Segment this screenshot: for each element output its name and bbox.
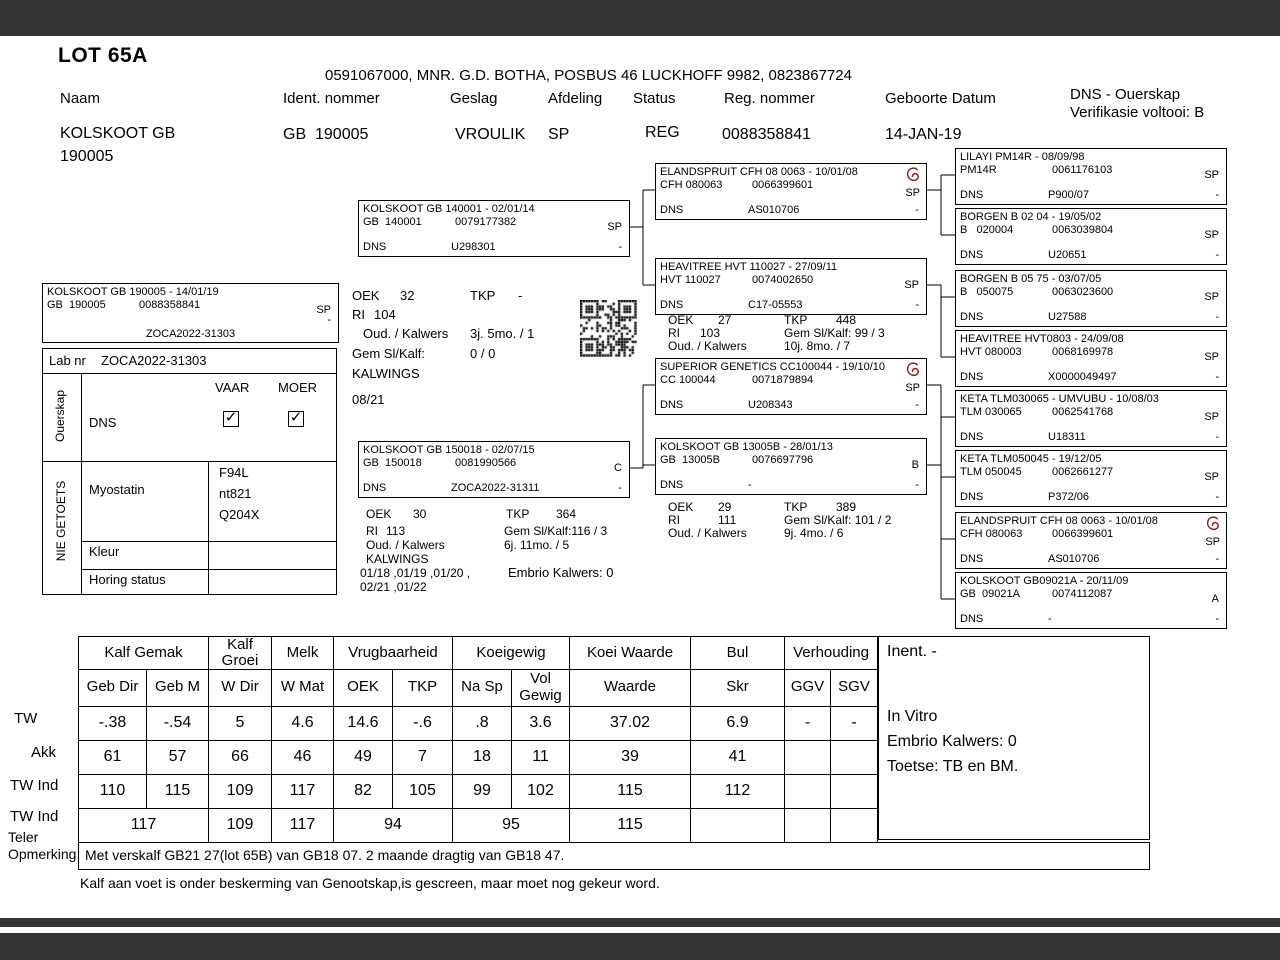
dam-oek-label: OEK — [366, 507, 392, 521]
pedigree-box-sire — [358, 200, 630, 257]
akk-row — [79, 740, 878, 774]
animal-id: GB 140001 — [363, 216, 422, 228]
animal-number: 0068169978 — [1052, 346, 1114, 358]
dns-label: DNS — [363, 241, 387, 253]
pedigree-box-ggp-1 — [955, 148, 1227, 205]
animal-number: 0074112087 — [1052, 588, 1113, 600]
dns-label: DNS — [960, 613, 984, 625]
score-cell: 66 — [209, 740, 272, 774]
animal-id: CC 100044 — [660, 374, 716, 386]
afdeling-value: SP — [548, 126, 570, 143]
dns-value: - — [748, 479, 752, 491]
dam-kalwings-dates-1: 01/18 ,01/19 ,01/20 , — [360, 566, 471, 580]
gp3-oek-label: OEK — [668, 500, 694, 514]
dns-verifikasie-label: Verifikasie voltooi: B — [1070, 104, 1205, 121]
dam-kalwings-dates-2: 02/21 ,01/22 — [360, 580, 427, 594]
score-cell: 117 — [79, 808, 209, 842]
animal-id: TLM 050045 — [960, 466, 1022, 478]
ident-label: Ident. nommer — [283, 90, 380, 107]
owner-contact-line: 0591067000, MNR. G.D. BOTHA, POSBUS 46 LUCKHOFF 9982, 0823867724 — [325, 67, 852, 84]
sire-ri-label: RI — [352, 307, 365, 322]
gp3-oek-value: 29 — [718, 500, 732, 514]
score-cell: - — [785, 706, 831, 740]
score-cell: 49 — [334, 740, 393, 774]
score-cell: -.38 — [79, 706, 147, 740]
dns-label: DNS — [960, 553, 984, 565]
section-code: SP — [1204, 169, 1219, 181]
dns-value: U20651 — [1048, 249, 1087, 261]
qr-code — [580, 300, 637, 357]
vaar-checkbox-checked: ✓ — [224, 409, 238, 426]
score-cell: 14.6 — [334, 706, 393, 740]
pedigree-box-dam — [358, 441, 630, 498]
section-code: C — [614, 462, 622, 474]
group-verhouding: Verhouding — [785, 637, 878, 670]
score-cell: 6.9 — [691, 706, 785, 740]
gp1-oud-value: 10j. 8mo. / 7 — [784, 339, 851, 353]
dns-value: C17-05553 — [748, 299, 803, 311]
animal-number: 0063023600 — [1052, 286, 1114, 298]
animal-number: 0076697796 — [752, 454, 814, 466]
animal-number: 0071879894 — [752, 374, 814, 386]
score-cell: 112 — [691, 774, 785, 808]
score-cell: 46 — [272, 740, 334, 774]
status-value: REG — [645, 124, 680, 141]
group-kalf-groei: Kalf Groei — [209, 637, 272, 670]
row-label-tw-ind: TW Ind — [10, 777, 59, 794]
gp3-ri-label: RI — [668, 513, 680, 527]
score-cell: 82 — [334, 774, 393, 808]
animal-id: HVT 080003 — [960, 346, 1022, 358]
animal-id: CFH 080063 — [660, 179, 723, 191]
section-code: SP — [1205, 536, 1220, 548]
animal-number: 0074002650 — [752, 274, 814, 286]
col-skr: Skr — [691, 669, 785, 706]
lab-divider — [43, 461, 336, 462]
breeders-crest-icon — [1204, 514, 1223, 533]
gp1-oud-label: Oud. / Kalwers — [668, 339, 747, 353]
gp1-gem-value: Gem Sl/Kalf: 99 / 3 — [784, 326, 885, 340]
animal-id: GB 190005 — [47, 299, 106, 311]
dash: - — [1215, 553, 1219, 565]
pedigree-box-gp-dam-dam — [655, 438, 927, 495]
score-cell: 4.6 — [272, 706, 334, 740]
score-cell: 109 — [209, 774, 272, 808]
sire-oek-value: 32 — [400, 288, 415, 303]
sire-oud-label: Oud. / Kalwers — [363, 326, 449, 341]
dash: - — [915, 399, 919, 411]
gp1-tkp-value: 448 — [836, 313, 857, 327]
dash: - — [1215, 249, 1219, 261]
tw-ind-combined-row — [79, 808, 878, 842]
gp1-oek-value: 27 — [718, 313, 732, 327]
animal-name: KETA TLM030065 - UMVUBU - 10/08/03 — [960, 393, 1159, 405]
score-cell — [831, 808, 878, 842]
dns-label: DNS — [960, 431, 984, 443]
dash: - — [1215, 491, 1219, 503]
remark-text: Met verskalf GB21 27(lot 65B) van GB18 07. 2 maande dragtig van GB18 47. — [85, 847, 565, 863]
status-label: Status — [633, 90, 676, 107]
pedigree-box-ggp-6 — [955, 450, 1227, 507]
animal-name: BORGEN B 05 75 - 03/07/05 — [960, 273, 1102, 285]
dns-label: DNS — [960, 189, 984, 201]
pedigree-box-gp-dam-sire — [655, 358, 927, 415]
lab-divider — [43, 373, 336, 374]
sire-kalwings-dates: 08/21 — [352, 392, 385, 407]
ouerskap-vertical-label: Ouerskap — [53, 389, 68, 443]
score-cell: 115 — [570, 808, 691, 842]
animal-name: SUPERIOR GENETICS CC100044 - 19/10/10 — [660, 361, 885, 373]
gp3-ri-value: 111 — [718, 513, 737, 527]
section-code: SP — [905, 187, 920, 199]
col-w-dir: W Dir — [209, 669, 272, 706]
score-cell: 99 — [453, 774, 512, 808]
gp3-oud-value: 9j. 4mo. / 6 — [784, 526, 844, 540]
dash: - — [915, 479, 919, 491]
dns-value: AS010706 — [748, 204, 800, 216]
score-cell — [785, 740, 831, 774]
dns-value: - — [1048, 613, 1052, 625]
divider-bar — [0, 918, 1280, 927]
animal-name: BORGEN B 02 04 - 19/05/02 — [960, 211, 1102, 223]
opmerking-label: Opmerking: — [8, 846, 81, 862]
dns-label: DNS — [660, 204, 684, 216]
moer-column-label: MOER — [278, 380, 317, 395]
score-cell: 105 — [393, 774, 453, 808]
dam-embrio-kalwers: Embrio Kalwers: 0 — [508, 565, 614, 580]
dns-value: AS010706 — [1048, 553, 1100, 565]
group-vrugbaarheid: Vrugbaarheid — [334, 637, 453, 670]
section-code: SP — [1204, 291, 1219, 303]
animal-number: 0062661277 — [1052, 466, 1114, 478]
sire-oek-label: OEK — [352, 288, 380, 303]
score-cell: 117 — [272, 774, 334, 808]
lab-panel — [42, 348, 337, 595]
group-kalf-gemak: Kalf Gemak — [79, 637, 209, 670]
geboorte-label: Geboorte Datum — [885, 90, 996, 107]
dam-tkp-value: 364 — [556, 507, 577, 521]
naam-label: Naam — [60, 90, 101, 107]
pedigree-box-ggp-2 — [955, 208, 1227, 265]
dns-value: P372/06 — [1048, 491, 1089, 503]
dash: - — [327, 314, 331, 326]
inent-value: Inent. - — [887, 643, 937, 660]
gp1-ri-label: RI — [668, 326, 680, 340]
bottom-bar — [0, 933, 1280, 960]
score-cell: 7 — [393, 740, 453, 774]
score-cell — [785, 808, 831, 842]
dash: - — [1215, 371, 1219, 383]
dash: - — [915, 299, 919, 311]
myostatin-label: Myostatin — [89, 482, 145, 497]
group-bul: Bul — [691, 637, 785, 670]
pedigree-box-gp-sire-dam — [655, 258, 927, 315]
animal-name: KOLSKOOT GB09021A - 20/11/09 — [960, 575, 1129, 587]
moer-checkbox-checked: ✓ — [289, 409, 303, 426]
col-w-mat: W Mat — [272, 669, 334, 706]
remark-box — [78, 842, 1150, 870]
section-code: SP — [1204, 229, 1219, 241]
kleur-label: Kleur — [89, 544, 120, 559]
score-cell: 41 — [691, 740, 785, 774]
sire-ri-value: 104 — [374, 307, 396, 322]
geslag-value: VROULIK — [455, 126, 526, 143]
top-bar — [0, 0, 1280, 36]
ident-value: GB 190005 — [283, 126, 369, 143]
dash: - — [1215, 189, 1219, 201]
animal-id: GB 09021A — [960, 588, 1020, 600]
col-tkp: TKP — [393, 669, 453, 706]
group-melk: Melk — [272, 637, 334, 670]
score-cell: 61 — [79, 740, 147, 774]
dns-value: X0000049497 — [1048, 371, 1117, 383]
animal-name: KOLSKOOT GB 190005 - 14/01/19 — [47, 286, 219, 298]
col-vol-gewig: Vol Gewig — [512, 669, 570, 706]
section-code: SP — [316, 304, 331, 316]
animal-name: ELANDSPRUIT CFH 08 0063 - 10/01/08 — [960, 515, 1158, 527]
gp3-oud-label: Oud. / Kalwers — [668, 526, 747, 540]
sire-tkp-value: - — [518, 288, 523, 303]
score-cell: 117 — [272, 808, 334, 842]
section-code: SP — [607, 221, 622, 233]
row-label-tw: TW — [14, 710, 38, 727]
animal-id: B 050075 — [960, 286, 1014, 298]
col-geb-dir: Geb Dir — [79, 669, 147, 706]
score-cell — [785, 774, 831, 808]
score-cell — [691, 808, 785, 842]
animal-number: 0066399601 — [1052, 528, 1114, 540]
naam-value-2: 190005 — [60, 148, 114, 165]
row-label-akk: Akk — [31, 744, 57, 761]
dash: - — [1215, 311, 1219, 323]
animal-number: 0061176103 — [1052, 164, 1113, 176]
dns-label: DNS — [960, 249, 984, 261]
score-cell: 110 — [79, 774, 147, 808]
col-oek: OEK — [334, 669, 393, 706]
gp1-ri-value: 103 — [700, 326, 721, 340]
breeding-values-table — [78, 636, 878, 843]
score-cell: 115 — [147, 774, 209, 808]
animal-number: 0063039804 — [1052, 224, 1114, 236]
group-header-row — [79, 637, 878, 670]
dash: - — [1215, 431, 1219, 443]
score-cell — [831, 740, 878, 774]
embrio-kalwers-note: Embrio Kalwers: 0 — [887, 733, 1017, 750]
gp1-oek-label: OEK — [668, 313, 694, 327]
animal-name: ELANDSPRUIT CFH 08 0063 - 10/01/08 — [660, 166, 858, 178]
dash: - — [618, 241, 622, 253]
animal-name: LILAYI PM14R - 08/09/98 — [960, 151, 1085, 163]
pedigree-box-gp-sire-sire — [655, 163, 927, 220]
dam-oek-value: 30 — [413, 507, 427, 521]
score-cell: 5 — [209, 706, 272, 740]
dash: - — [618, 482, 622, 494]
sire-oud-value: 3j. 5mo. / 1 — [470, 326, 535, 341]
pedigree-box-ggp-7 — [955, 512, 1227, 569]
score-cell: 18 — [453, 740, 512, 774]
dns-label: DNS — [960, 491, 984, 503]
myostatin-value-1: F94L — [219, 465, 249, 480]
section-code: SP — [904, 279, 919, 291]
score-cell: 11 — [512, 740, 570, 774]
sub-header-row — [79, 669, 878, 706]
score-cell: 39 — [570, 740, 691, 774]
animal-id: GB 13005B — [660, 454, 720, 466]
lab-nr-label: Lab nr — [49, 353, 86, 368]
dash: - — [915, 204, 919, 216]
dam-gem-value: Gem Sl/Kalf:116 / 3 — [504, 524, 608, 538]
dash: - — [1215, 613, 1219, 625]
pedigree-box-ggp-3 — [955, 270, 1227, 327]
animal-id: TLM 030065 — [960, 406, 1022, 418]
animal-number: 0088358841 — [139, 299, 201, 311]
dns-value: U208343 — [748, 399, 793, 411]
toetse-note: Toetse: TB en BM. — [887, 758, 1019, 775]
info-box — [878, 636, 1150, 840]
section-code: SP — [905, 382, 920, 394]
gp3-tkp-label: TKP — [784, 500, 808, 514]
dns-label: DNS — [660, 479, 684, 491]
animal-name: HEAVITREE HVT0803 - 24/09/08 — [960, 333, 1124, 345]
dns-label: DNS — [660, 299, 684, 311]
animal-name: KETA TLM050045 - 19/12/05 — [960, 453, 1102, 465]
section-code: SP — [1204, 471, 1219, 483]
col-na-sp: Na Sp — [453, 669, 512, 706]
breeders-crest-icon — [904, 360, 923, 379]
pedigree-box-ggp-5 — [955, 390, 1227, 447]
animal-number: 0079177382 — [455, 216, 517, 228]
footnote-text: Kalf aan voet is onder beskerming van Genootskap,is gescreen, maar moet nog gekeur word. — [80, 875, 660, 891]
tw-ind-row — [79, 774, 878, 808]
dam-oud-value: 6j. 11mo. / 5 — [504, 538, 570, 552]
dns-value: ZOCA2022-31311 — [451, 482, 540, 494]
pedigree-box-animal — [42, 283, 339, 343]
reg-value: 0088358841 — [722, 126, 811, 143]
dns-value: U18311 — [1048, 431, 1086, 443]
nie-getoets-vertical-label: NIE GETOETS — [54, 480, 69, 562]
col-ggv: GGV — [785, 669, 831, 706]
teler-label: Teler — [8, 829, 39, 845]
pedigree-box-ggp-8 — [955, 572, 1227, 629]
pedigree-box-ggp-4 — [955, 330, 1227, 387]
lab-divider — [81, 373, 82, 594]
col-sgv: SGV — [831, 669, 878, 706]
gp1-tkp-label: TKP — [784, 313, 808, 327]
breeders-crest-icon — [904, 165, 923, 184]
naam-value: KOLSKOOT GB — [60, 125, 176, 142]
score-cell: 109 — [209, 808, 272, 842]
afdeling-label: Afdeling — [548, 90, 603, 107]
score-cell: .8 — [453, 706, 512, 740]
dns-value: U27588 — [1048, 311, 1087, 323]
score-cell — [831, 774, 878, 808]
animal-number: 0062541768 — [1052, 406, 1114, 418]
animal-id: B 020004 — [960, 224, 1014, 236]
dam-tkp-label: TKP — [506, 507, 530, 521]
in-vitro-note: In Vitro — [887, 708, 938, 725]
section-code: B — [911, 459, 919, 471]
section-code: SP — [1204, 411, 1219, 423]
dns-value: P900/07 — [1048, 189, 1089, 201]
score-cell: 115 — [570, 774, 691, 808]
animal-name: KOLSKOOT GB 13005B - 28/01/13 — [660, 441, 833, 453]
lab-nr-value: ZOCA2022-31303 — [101, 353, 207, 368]
score-cell: 102 — [512, 774, 570, 808]
dns-ouerskap-label: DNS - Ouerskap — [1070, 86, 1181, 103]
dns-label: DNS — [960, 311, 984, 323]
sire-gem-value: 0 / 0 — [470, 346, 496, 361]
score-cell: 3.6 — [512, 706, 570, 740]
gp3-gem-value: Gem Sl/Kalf: 101 / 2 — [784, 513, 892, 527]
score-cell: 57 — [147, 740, 209, 774]
dns-value: U298301 — [451, 241, 496, 253]
sire-tkp-label: TKP — [470, 288, 496, 303]
score-cell: - — [831, 706, 878, 740]
dns-row-label: DNS — [89, 415, 117, 430]
animal-id: HVT 110027 — [660, 274, 721, 286]
dam-oud-label: Oud. / Kalwers — [366, 538, 445, 552]
dam-ri-value: 113 — [386, 524, 406, 538]
dns-label: DNS — [363, 482, 387, 494]
animal-number: 0081990566 — [455, 457, 517, 469]
section-code: A — [1211, 593, 1219, 605]
animal-number: 0066399601 — [752, 179, 814, 191]
dam-ri-label: RI — [366, 524, 378, 538]
lab-number: ZOCA2022-31303 — [145, 328, 236, 340]
animal-id: GB 150018 — [363, 457, 422, 469]
score-cell: -.6 — [393, 706, 453, 740]
tw-row — [79, 706, 878, 740]
dns-label: DNS — [660, 399, 684, 411]
score-cell: 95 — [453, 808, 570, 842]
horing-status-label: Horing status — [89, 572, 166, 587]
geslag-label: Geslag — [450, 90, 498, 107]
animal-name: KOLSKOOT GB 140001 - 02/01/14 — [363, 203, 535, 215]
dns-label: DNS — [960, 371, 984, 383]
myostatin-value-2: nt821 — [219, 486, 252, 501]
reg-label: Reg. nommer — [724, 90, 815, 107]
score-cell: 37.02 — [570, 706, 691, 740]
group-koei-waarde: Koei Waarde — [570, 637, 691, 670]
sire-kalwings-label: KALWINGS — [352, 366, 420, 381]
score-cell: 94 — [334, 808, 453, 842]
animal-id: CFH 080063 — [960, 528, 1023, 540]
lot-title: LOT 65A — [58, 44, 148, 67]
vaar-column-label: VAAR — [215, 380, 250, 395]
row-label-tw-ind-2: TW Ind — [10, 808, 59, 825]
myostatin-value-3: Q204X — [219, 507, 260, 522]
group-koeigewig: Koeigewig — [453, 637, 570, 670]
animal-name: HEAVITREE HVT 110027 - 27/09/11 — [660, 261, 838, 273]
section-code: SP — [1204, 351, 1219, 363]
col-waarde: Waarde — [570, 669, 691, 706]
col-geb-m: Geb M — [147, 669, 209, 706]
animal-name: KOLSKOOT GB 150018 - 02/07/15 — [363, 444, 535, 456]
sire-gem-label: Gem Sl/Kalf: — [352, 346, 425, 361]
gp3-tkp-value: 389 — [836, 500, 857, 514]
geboorte-value: 14-JAN-19 — [885, 126, 962, 143]
lab-divider — [208, 461, 209, 594]
animal-id: PM14R — [960, 164, 997, 176]
score-cell: -.54 — [147, 706, 209, 740]
dam-kalwings-label: KALWINGS — [366, 552, 429, 566]
